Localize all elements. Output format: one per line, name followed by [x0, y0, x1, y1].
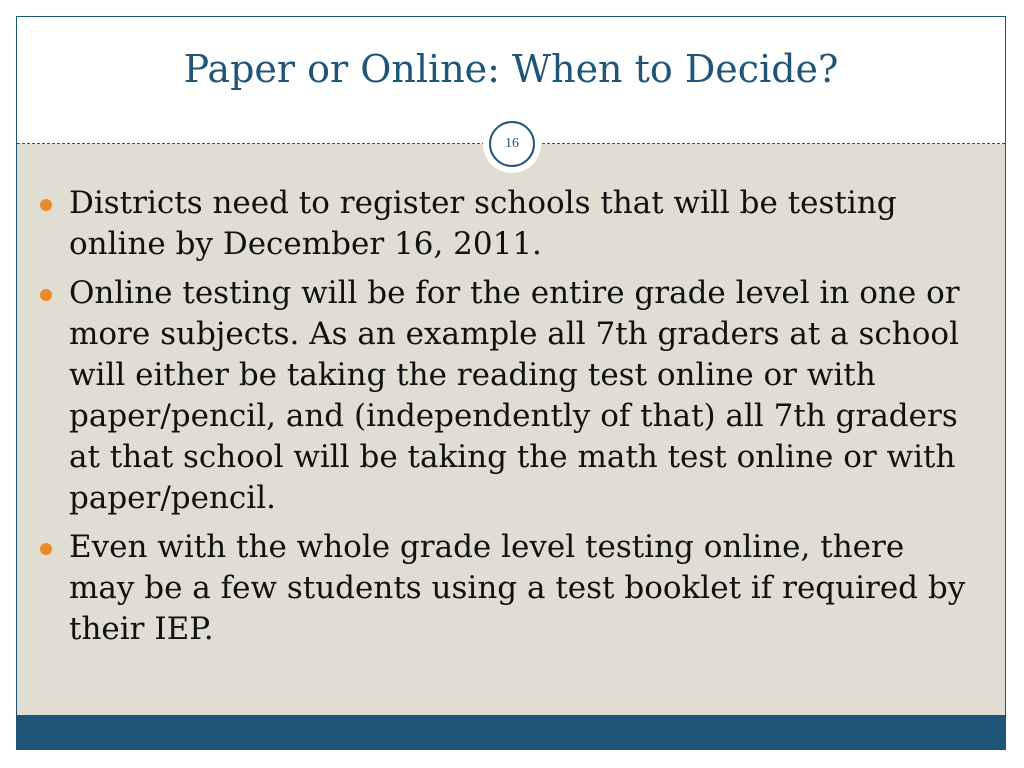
circle-bullet-icon — [40, 543, 52, 555]
slide-number-badge — [483, 115, 541, 173]
list-item — [37, 527, 977, 650]
bullet-text: Even with the whole grade level testing online, there may be a few students using a test booklet if required by their IEP. — [69, 529, 966, 647]
slide-number: 16 — [489, 121, 535, 167]
circle-bullet-icon — [40, 289, 52, 301]
bullet-text: Districts need to register schools that will be testing online by December 16, 2011. — [69, 185, 897, 262]
list-item — [37, 183, 977, 265]
list-item — [37, 273, 977, 519]
bullet-text: Online testing will be for the entire grade level in one or more subjects. As an example all 7th graders at a school will either be taking the reading test online or with paper/pencil, and (independently of that) all 7th graders at that school will be taking the math test online or with paper/pencil. — [69, 275, 960, 516]
footer-bar — [17, 715, 1005, 749]
slide — [16, 16, 1006, 750]
slide-title: Paper or Online: When to Decide? — [183, 47, 839, 91]
bullet-list — [37, 183, 977, 658]
circle-bullet-icon — [40, 199, 52, 211]
